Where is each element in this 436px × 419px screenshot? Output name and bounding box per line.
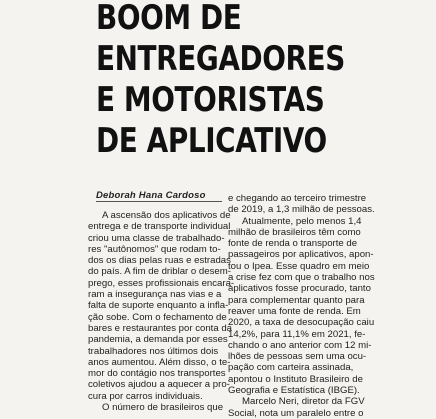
byline-divider (96, 201, 222, 202)
headline (96, 0, 372, 162)
text-line: tou o Ipea. Esse quadro em meio (228, 260, 370, 272)
text-line: trabalhadores nos últimos dois (88, 345, 219, 357)
text-line: pandemia, a demanda por esses (88, 334, 228, 346)
text-line: A ascensão dos aplicativos de (102, 210, 231, 221)
text-line: milhão de brasileiros têm como (228, 226, 361, 238)
article-column-right (228, 193, 375, 419)
text-line: aplicativos fosse procurado, tanto (228, 283, 371, 295)
text-line: para complementar quanto para (228, 294, 365, 306)
text-line: res "autônomos" que rodam to- (88, 243, 221, 255)
headline-line: E MOTORISTAS (96, 80, 325, 120)
text-line: chando o ano anterior com 12 mi- (228, 339, 372, 351)
text-line: fonte de renda o transporte de (228, 238, 358, 250)
text-line: ram a insegurança nas vias e a (88, 289, 222, 301)
text-line: passageiros por aplicativos, apon- (228, 249, 374, 261)
text-line: bares e restaurantes por conta da (88, 322, 232, 334)
text-line: falta de suporte enquanto a infla- (88, 300, 229, 312)
text-line: mor do contágio nos transportes (88, 368, 226, 380)
article-column-left (88, 210, 235, 414)
text-line: Geografia e Estatística (IBGE). (228, 385, 360, 397)
text-line: O número de brasileiros que (102, 402, 224, 414)
text-line: criou uma classe de trabalhado- (88, 232, 225, 244)
text-line: anos aumentou. Além disso, o te- (88, 356, 231, 368)
headline-line: BOOM DE (96, 0, 242, 38)
text-line: coletivos ajudou a aquecer a pro- (88, 379, 230, 391)
text-line: dos os dias pelas ruas e estradas (88, 255, 231, 267)
text-line: pação com carteira assinada, (228, 362, 354, 374)
text-line: Marcelo Neri, diretor da FGV (242, 396, 365, 408)
text-line: reaver uma fonte de renda. Em (228, 305, 361, 317)
text-line: apontou o Instituto Brasileiro de (228, 373, 363, 385)
text-line: e chegando ao terceiro trimestre (228, 193, 367, 204)
text-line: a crise fez com que o trabalho nos (228, 272, 375, 284)
text-line: Social, nota um paralelo entre o (228, 407, 364, 419)
text-line: 14,2%, para 11,1% em 2021, fe- (228, 328, 366, 340)
text-line: prego, esses profissionais encara- (88, 277, 235, 289)
text-line: lhões de pessoas sem uma ocu- (228, 351, 367, 363)
text-line: entrega e de transporte individual (88, 221, 231, 233)
text-line: 2020, a taxa de desocupação caiu (228, 317, 375, 329)
byline: Deborah Hana Cardoso (96, 190, 206, 201)
text-line: do país. A fim de driblar o desem- (88, 266, 231, 278)
headline-line: DE APLICATIVO (96, 121, 327, 161)
text-line: cura por carros individuais. (88, 390, 203, 402)
text-line: ção sobe. Com o fechamento de (88, 311, 227, 323)
text-line: Atualmente, pelo menos 1,4 (242, 215, 362, 227)
text-line: de 2019, a 1,3 milhão de pessoas. (228, 204, 375, 216)
headline-line: ENTREGADORES (96, 39, 345, 79)
